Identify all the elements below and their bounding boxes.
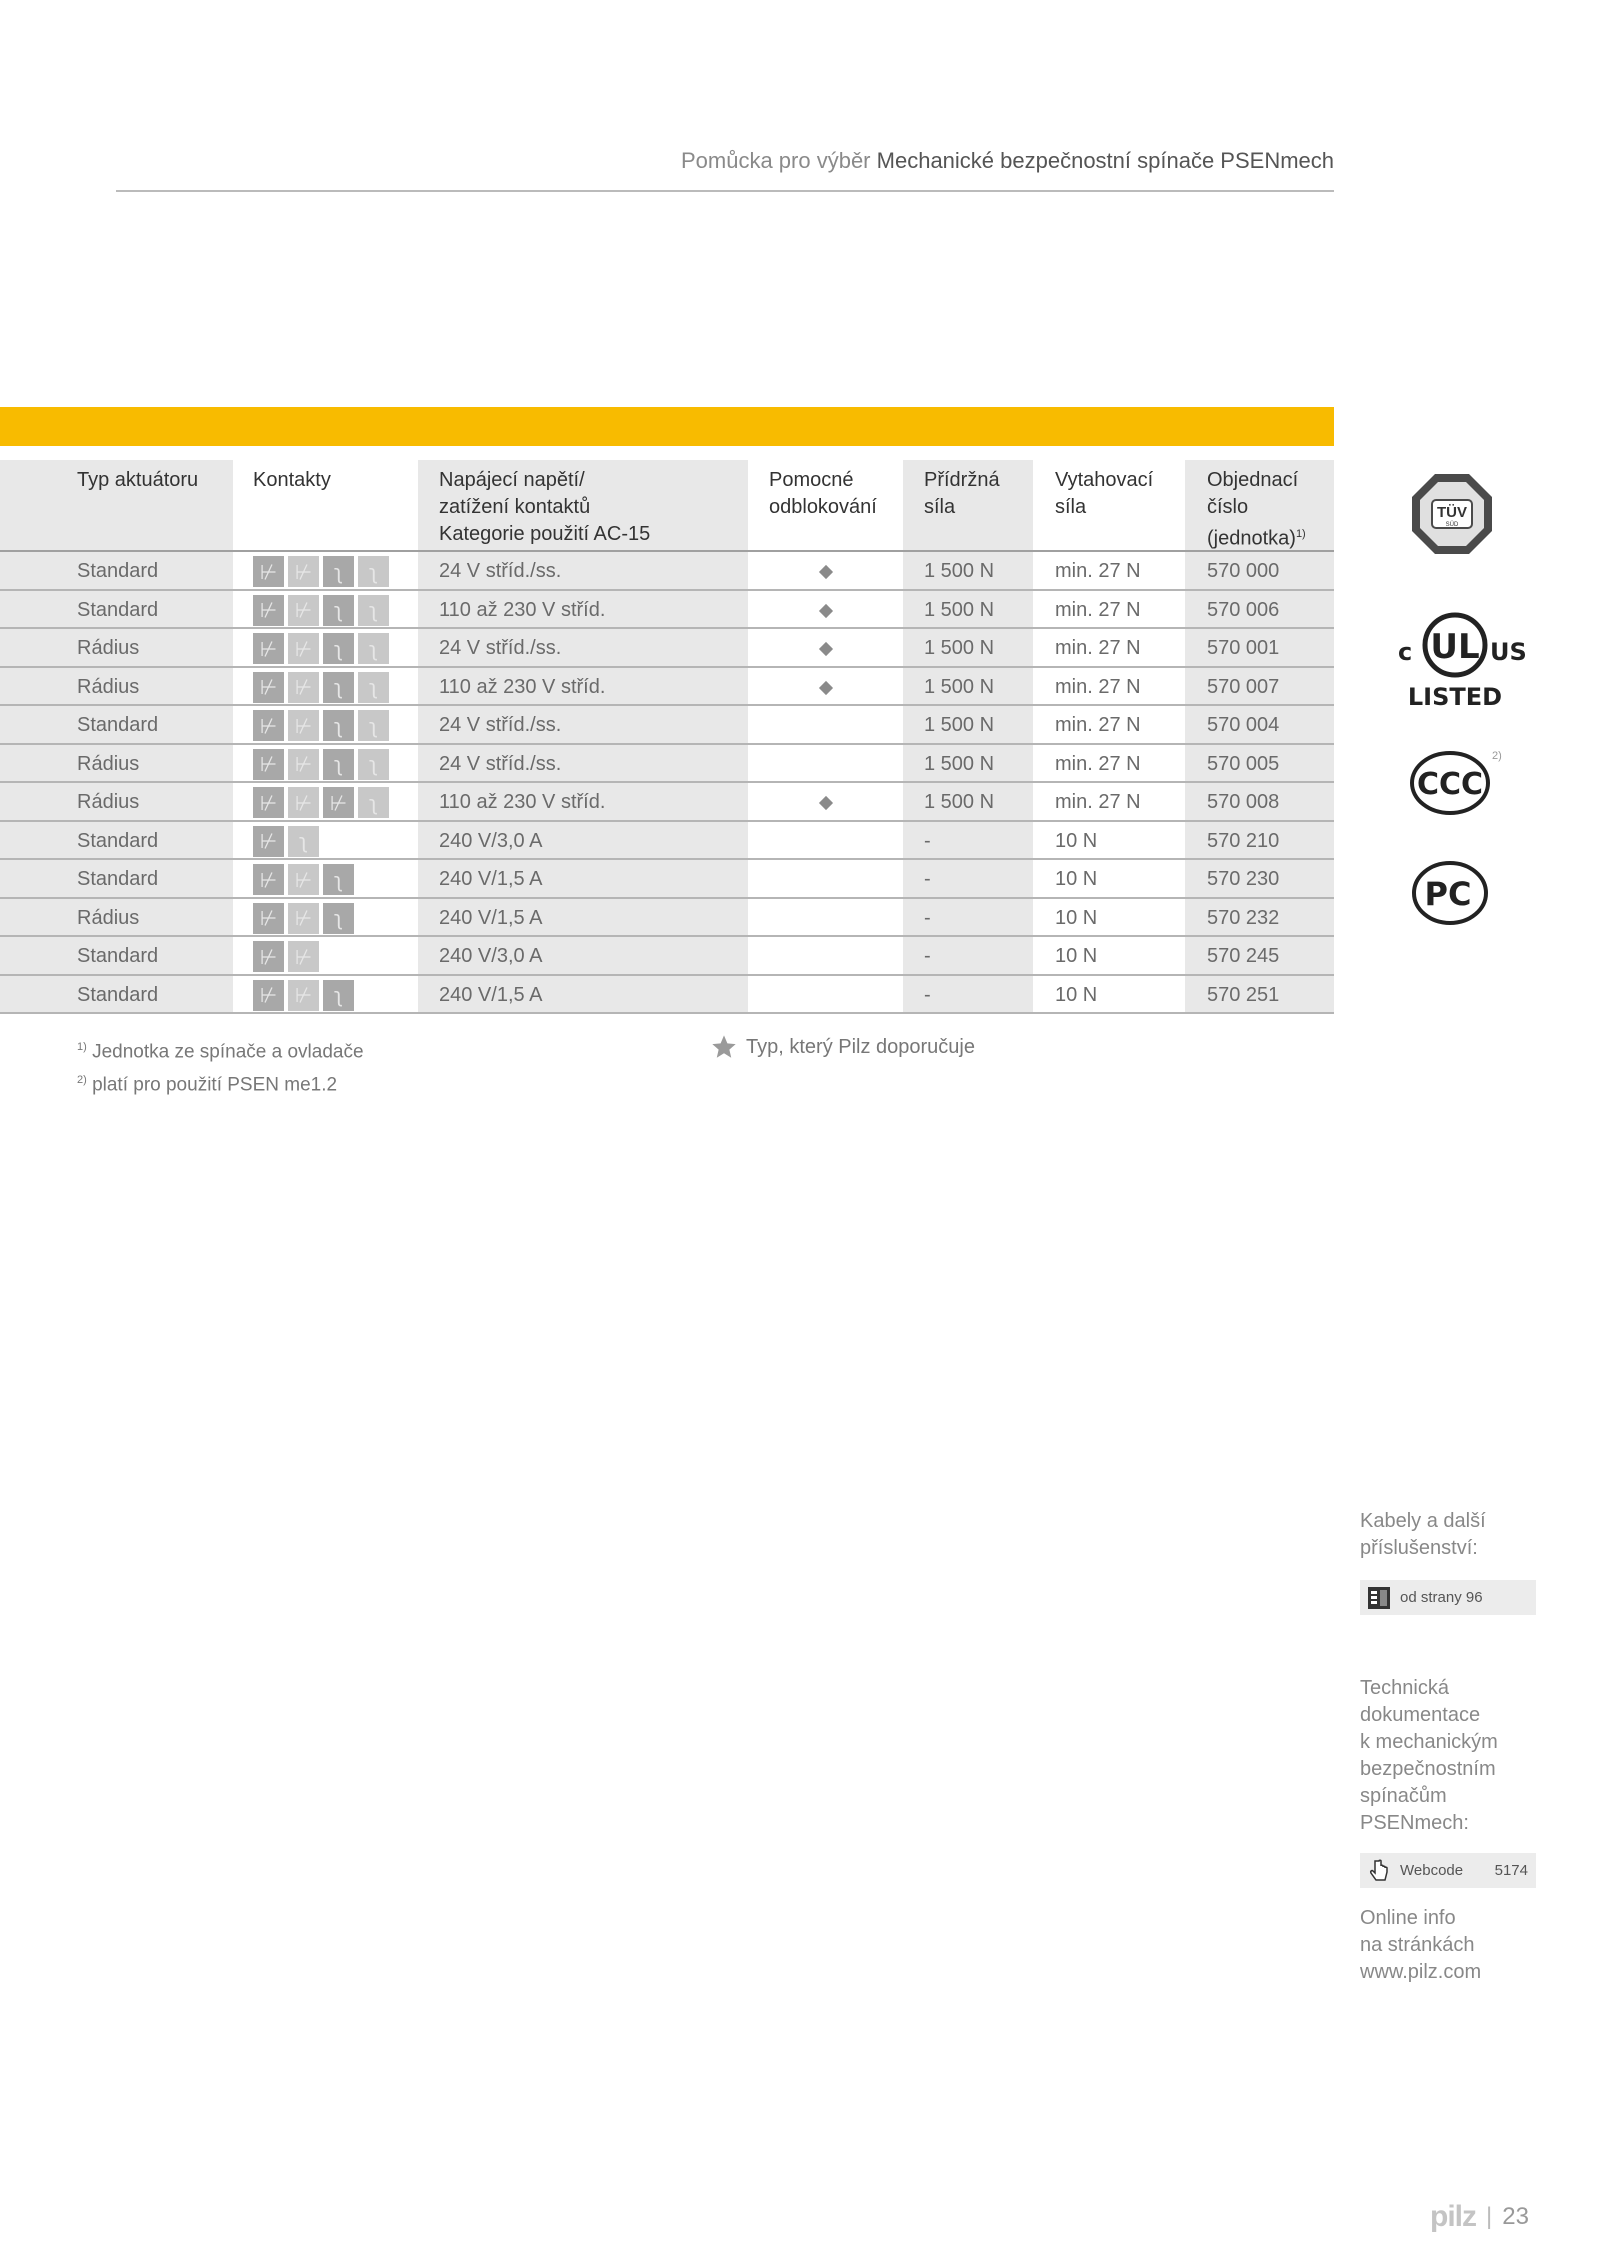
contact-no-icon: ⊬ <box>253 787 284 818</box>
cables-page-reference[interactable]: od strany 96 <box>1360 1580 1536 1615</box>
auxiliary-release-cell <box>748 937 903 976</box>
header-actuator: Typ aktuátoru <box>0 460 233 552</box>
contact-nc-icon: ʅ <box>323 710 354 741</box>
table-row <box>0 822 1334 861</box>
contact-nc-icon: ʅ <box>323 672 354 703</box>
contact-no-icon: ⊬ <box>288 595 319 626</box>
page-header <box>116 148 1334 174</box>
pull-force-cell: min. 27 N <box>1055 791 1141 813</box>
svg-text:SÜD: SÜD <box>1445 522 1459 528</box>
holding-force-cell: 1 500 N <box>903 745 1033 784</box>
contact-nc-icon: ʅ <box>358 556 389 587</box>
contact-no-icon: ⊬ <box>253 556 284 587</box>
voltage-cell: 24 V stříd./ss. <box>418 745 748 784</box>
contact-nc-icon: ʅ <box>323 980 354 1011</box>
order-number-cell: 570 232 <box>1185 899 1334 938</box>
order-number-cell: 570 245 <box>1185 937 1334 976</box>
table-title-bar <box>0 407 1334 446</box>
auxiliary-release-cell <box>748 860 903 899</box>
auxiliary-release-cell <box>748 552 903 591</box>
pull-force-cell: 10 N <box>1055 983 1098 1006</box>
order-number-cell: 570 008 <box>1185 783 1334 822</box>
holding-force-cell: 1 500 N <box>903 668 1033 707</box>
product-table <box>0 460 1334 1014</box>
pull-force-cell: min. 27 N <box>1055 675 1141 698</box>
table-row <box>0 706 1334 745</box>
auxiliary-release-cell <box>748 629 903 668</box>
footnotes <box>77 1033 364 1100</box>
contact-no-icon: ⊬ <box>253 749 284 780</box>
order-number-cell: 570 004 <box>1185 706 1334 745</box>
tuv-sud-icon <box>1410 472 1494 556</box>
pull-force-cell: min. 27 N <box>1055 598 1141 621</box>
svg-text:US: US <box>1490 638 1527 666</box>
auxiliary-release-cell <box>748 745 903 784</box>
contact-nc-icon: ʅ <box>323 556 354 587</box>
contacts-cell <box>233 668 418 707</box>
contact-nc-icon: ʅ <box>358 787 389 818</box>
pull-force-cell: 10 N <box>1055 829 1098 852</box>
contact-nc-icon: ʅ <box>323 633 354 664</box>
contact-nc-icon: ʅ <box>358 710 389 741</box>
voltage-cell: 24 V stříd./ss. <box>418 706 748 745</box>
pull-force-cell: min. 27 N <box>1055 752 1141 775</box>
auxiliary-release-cell <box>748 976 903 1015</box>
order-number-cell: 570 005 <box>1185 745 1334 784</box>
svg-text:UL: UL <box>1430 627 1480 667</box>
table-body <box>0 552 1334 1014</box>
contact-nc-icon: ʅ <box>358 672 389 703</box>
holding-force-cell: - <box>903 976 1033 1015</box>
auxiliary-release-cell <box>748 822 903 861</box>
contact-nc-icon: ʅ <box>358 749 389 780</box>
contact-nc-icon: ʅ <box>358 595 389 626</box>
holding-force-cell: - <box>903 860 1033 899</box>
star-icon <box>710 1033 738 1061</box>
diamond-icon <box>818 603 832 617</box>
contact-no-icon: ⊬ <box>288 864 319 895</box>
header-prefix: Pomůcka pro výběr <box>680 148 871 173</box>
contact-no-icon: ⊬ <box>253 941 284 972</box>
pull-force-cell: 10 N <box>1055 906 1098 929</box>
table-row <box>0 783 1334 822</box>
header-voltage: Napájecí napětí/ zatížení kontaktů Kategorie použití AC-15 <box>418 460 748 552</box>
page-footer: pilz | 23 <box>1430 2200 1529 2233</box>
contact-no-icon: ⊬ <box>288 787 319 818</box>
contacts-cell <box>233 629 418 668</box>
contact-no-icon: ⊬ <box>288 672 319 703</box>
contact-no-icon: ⊬ <box>288 980 319 1011</box>
actuator-type: Standard <box>0 860 233 899</box>
pull-force-cell: min. 27 N <box>1055 637 1141 659</box>
voltage-cell: 24 V stříd./ss. <box>418 552 748 591</box>
auxiliary-release-cell <box>748 706 903 745</box>
holding-force-cell: - <box>903 822 1033 861</box>
contact-nc-icon: ʅ <box>358 633 389 664</box>
table-row <box>0 591 1334 630</box>
diamond-icon <box>818 796 832 810</box>
actuator-type: Standard <box>0 822 233 861</box>
holding-force-cell: 1 500 N <box>903 591 1033 630</box>
contact-nc-icon: ʅ <box>323 903 354 934</box>
actuator-type: Standard <box>0 706 233 745</box>
header-title: Mechanické bezpečnostní spínače PSENmech <box>876 148 1334 173</box>
holding-force-cell: - <box>903 937 1033 976</box>
contact-no-icon: ⊬ <box>253 633 284 664</box>
contact-no-icon: ⊬ <box>253 672 284 703</box>
contact-nc-icon: ʅ <box>323 595 354 626</box>
auxiliary-release-cell <box>748 668 903 707</box>
actuator-type: Standard <box>0 937 233 976</box>
diamond-icon <box>818 642 832 656</box>
contacts-cell <box>233 976 418 1015</box>
table-row <box>0 552 1334 591</box>
ul-listed-icon <box>1380 600 1530 720</box>
voltage-cell: 24 V stříd./ss. <box>418 629 748 668</box>
actuator-type: Rádius <box>0 668 233 707</box>
ccc-footnote-mark: 2) <box>1492 750 1502 762</box>
contacts-cell <box>233 706 418 745</box>
order-number-cell: 570 251 <box>1185 976 1334 1015</box>
holding-force-cell: - <box>903 899 1033 938</box>
actuator-type: Rádius <box>0 745 233 784</box>
table-header-row <box>0 460 1334 552</box>
header-auxiliary-release: Pomocné odblokování <box>769 469 877 518</box>
actuator-type: Rádius <box>0 899 233 938</box>
order-number-cell: 570 000 <box>1185 552 1334 591</box>
voltage-cell: 110 až 230 V stříd. <box>418 668 748 707</box>
table-row <box>0 899 1334 938</box>
contact-no-icon: ⊬ <box>253 710 284 741</box>
header-order-number: Objednací číslo (jednotka)$^{1)}$ <box>1185 460 1334 552</box>
table-row <box>0 976 1334 1015</box>
actuator-type: Standard <box>0 552 233 591</box>
pull-force-cell: 10 N <box>1055 945 1098 967</box>
order-number-cell: 570 210 <box>1185 822 1334 861</box>
table-row <box>0 629 1334 668</box>
voltage-cell: 240 V/1,5 A <box>418 899 748 938</box>
contact-no-icon: ⊬ <box>253 980 284 1011</box>
contacts-cell <box>233 783 418 822</box>
contacts-cell <box>233 745 418 784</box>
order-number-cell: 570 007 <box>1185 668 1334 707</box>
holding-force-cell: 1 500 N <box>903 552 1033 591</box>
order-number-cell: 570 230 <box>1185 860 1334 899</box>
auxiliary-release-cell <box>748 783 903 822</box>
pointer-hand-icon <box>1366 1858 1392 1884</box>
cables-note: Kabely a další příslušenství: <box>1360 1510 1486 1559</box>
online-info-note: Online info na stránkách www.pilz.com <box>1360 1907 1482 1983</box>
svg-text:c: c <box>1398 638 1413 666</box>
holding-force-cell: 1 500 N <box>903 629 1033 668</box>
catalog-icon <box>1366 1585 1392 1611</box>
header-holding-force: Přídržná síla <box>903 460 1033 552</box>
contact-no-icon: ⊬ <box>288 633 319 664</box>
contact-nc-icon: ʅ <box>288 826 319 857</box>
voltage-cell: 110 až 230 V stříd. <box>418 591 748 630</box>
contact-no-icon: ⊬ <box>323 787 354 818</box>
voltage-cell: 240 V/3,0 A <box>418 822 748 861</box>
actuator-type: Rádius <box>0 629 233 668</box>
contact-nc-icon: ʅ <box>323 749 354 780</box>
recommended-legend: Typ, který Pilz doporučuje <box>710 1033 975 1061</box>
voltage-cell: 240 V/3,0 A <box>418 937 748 976</box>
pull-force-cell: min. 27 N <box>1055 714 1141 736</box>
actuator-type: Standard <box>0 591 233 630</box>
contact-no-icon: ⊬ <box>253 595 284 626</box>
actuator-type: Standard <box>0 976 233 1015</box>
actuator-type: Rádius <box>0 783 233 822</box>
svg-text:LISTED: LISTED <box>1407 683 1503 711</box>
auxiliary-release-cell <box>748 591 903 630</box>
holding-force-cell: 1 500 N <box>903 706 1033 745</box>
pull-force-cell: 10 N <box>1055 868 1098 890</box>
pilz-logo: pilz <box>1430 2200 1476 2233</box>
contact-no-icon: ⊬ <box>288 556 319 587</box>
table-row <box>0 745 1334 784</box>
order-number-cell: 570 001 <box>1185 629 1334 668</box>
contacts-cell <box>233 899 418 938</box>
footnote-2: $^{2)}$ platí pro použití PSEN me1.2 <box>77 1074 338 1096</box>
contacts-cell <box>233 591 418 630</box>
voltage-cell: 240 V/1,5 A <box>418 976 748 1015</box>
svg-text:TÜV: TÜV <box>1437 504 1467 521</box>
webcode-reference[interactable]: Webcode 5174 <box>1360 1853 1536 1888</box>
svg-text:PC: PC <box>1424 875 1472 913</box>
table-row <box>0 860 1334 899</box>
order-number-cell: 570 006 <box>1185 591 1334 630</box>
voltage-cell: 240 V/1,5 A <box>418 860 748 899</box>
pull-force-cell: min. 27 N <box>1055 560 1141 582</box>
contacts-cell <box>233 860 418 899</box>
contact-no-icon: ⊬ <box>288 903 319 934</box>
table-row <box>0 668 1334 707</box>
contacts-cell <box>233 937 418 976</box>
page-number: 23 <box>1502 2203 1529 2230</box>
contact-no-icon: ⊬ <box>288 941 319 972</box>
contact-no-icon: ⊬ <box>253 864 284 895</box>
contacts-cell <box>233 552 418 591</box>
contacts-cell <box>233 822 418 861</box>
tech-doc-note: Technická dokumentace k mechanickým bezpečnostním spínačům PSENmech: <box>1360 1677 1498 1834</box>
contact-no-icon: ⊬ <box>288 710 319 741</box>
svg-text:CCC: CCC <box>1416 767 1484 802</box>
contact-no-icon: ⊬ <box>253 903 284 934</box>
gost-r-icon <box>1408 858 1492 928</box>
contact-no-icon: ⊬ <box>288 749 319 780</box>
ccc-icon <box>1408 748 1492 818</box>
header-divider <box>116 190 1334 192</box>
diamond-icon <box>818 565 832 579</box>
table-row <box>0 937 1334 976</box>
footnote-1: $^{1)}$ Jednotka ze spínače a ovladače <box>77 1041 364 1063</box>
header-pull-force: Vytahovací síla <box>1055 469 1154 518</box>
diamond-icon <box>818 680 832 694</box>
contact-no-icon: ⊬ <box>253 826 284 857</box>
holding-force-cell: 1 500 N <box>903 783 1033 822</box>
header-contacts: Kontakty <box>253 469 331 491</box>
contact-nc-icon: ʅ <box>323 864 354 895</box>
voltage-cell: 110 až 230 V stříd. <box>418 783 748 822</box>
auxiliary-release-cell <box>748 899 903 938</box>
